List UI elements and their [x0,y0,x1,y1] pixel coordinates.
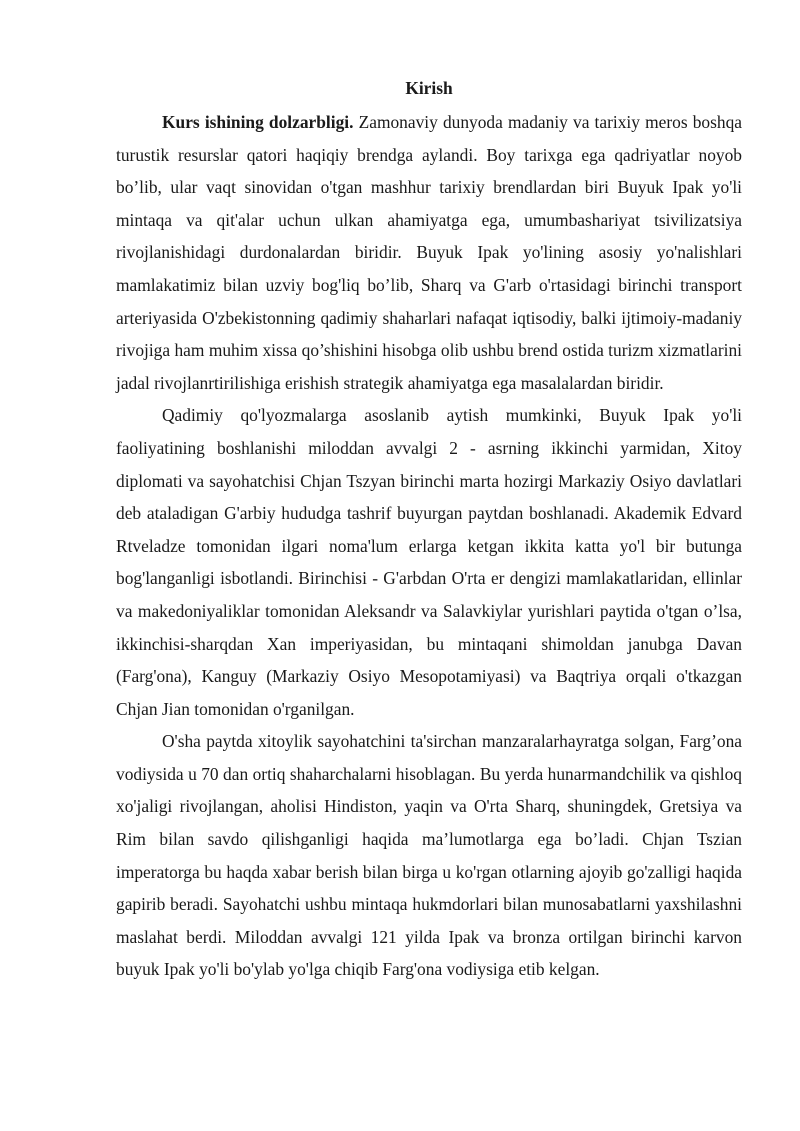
document-body [116,74,742,986]
paragraph-lead: Kurs ishining dolzarbligi. [162,112,354,132]
paragraph-text: Zamonaviy dunyoda madaniy va tarixiy meros boshqa turustik resurslar qatori haqiqiy brendga aylandi. Boy tarixga ega qadriyatlar noyob bo’lib, ular vaqt sinovidan o'tgan mashhur tarixiy brendlardan biri Buyuk Ipak yo'li mintaqa va qit'alar uchun ulkan ahamiyatga ega, umumbashariyat tsivilizatsiya rivojlanishidagi durdonalardan biridir. Buyuk Ipak yo'lining asosiy yo'nalishlari mamlakatimiz bilan uzviy bog'liq bo’lib, Sharq va G'arb o'rtasidagi birinchi transport arteriyasida O'zbekistonning qadimiy shaharlari nafaqat iqtisodiy, balki ijtimoiy-madaniy rivojiga ham muhim xissa qo’shishini hisobga olib ushbu brend ostida turizm xizmatlarini jadal rivojlanrtirilishiga erishish strategik ahamiyatga ega masalalardan biridir. [116,112,742,393]
paragraph-text: O'sha paytda xitoylik sayohatchini ta'sirchan manzaralarhayratga solgan, Farg’ona vodiysida u 70 dan ortiq shaharchalarni hisoblagan. Bu yerda hunarmandchilik va qishloq xo'jaligi rivojlangan, aholisi Hindiston, yaqin va O'rta Sharq, shuningdek, Gretsiya va Rim bilan savdo qilishganligi haqida ma’lumotlarga ega bo’ladi. Chjan Tszian imperatorga bu haqda xabar berish bilan birga u ko'rgan otlarning ajoyib go'zalligi haqida gapirib beradi. Sayohatchi ushbu mintaqa hukmdorlari bilan munosabatlarni yaxshilashni maslahat berdi. Miloddan avvalgi 121 yilda Ipak va bronza ortilgan birinchi karvon buyuk Ipak yo'li bo'ylab yo'lga chiqib Farg'ona vodiysiga etib kelgan. [116,731,742,980]
paragraph-text: Qadimiy qo'lyozmalarga asoslanib aytish mumkinki, Buyuk Ipak yo'li faoliyatining boshlanishi miloddan avvalgi 2 - asrning ikkinchi yarmidan, Xitoy diplomati va sayohatchisi Chjan Tszyan birinchi marta hozirgi Markaziy Osiyo davlatlari deb ataladigan G'arbiy hududga tashrif buyurgan paytdan boshlanadi. Akademik Edvard Rtveladze tomonidan ilgari noma'lum erlarga ketgan ikkita katta yo'l bir butunga bog'langanligi isbotlandi. Birinchisi - G'arbdan O'rta er dengizi mamlakatlaridan, ellinlar va makedoniyaliklar tomonidan Aleksandr va Salavkiylar yurishlari paytida o'tgan o’lsa, ikkinchisi-sharqdan Xan imperiyasidan, bu mintaqani shimoldan janubga Davan (Farg'ona), Kanguy (Markaziy Osiyo Mesopotamiyasi) va Baqtriya orqali o'tkazgan Chjan Jian tomonidan o'rganilgan. [116,405,742,719]
paragraph-relevance [116,106,742,399]
paragraph-history [116,399,742,725]
page-title: Kirish [405,78,453,98]
paragraph-fergana [116,725,742,986]
